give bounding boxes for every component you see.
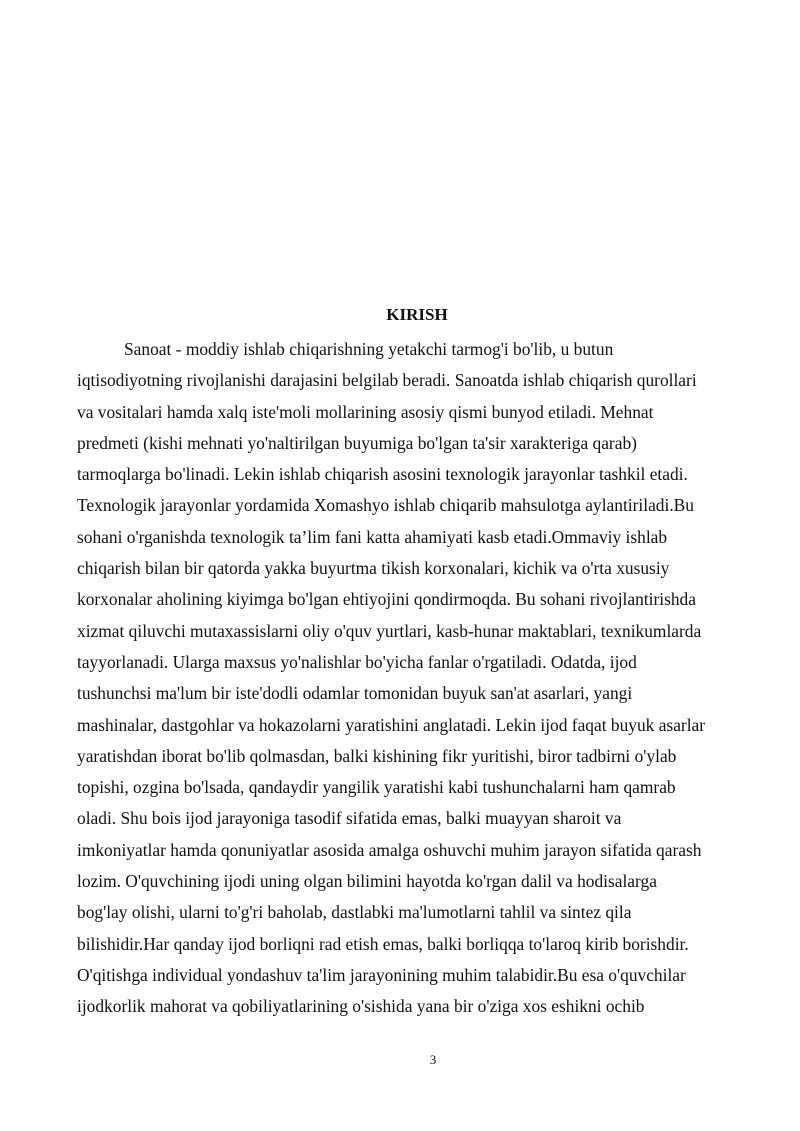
text-line: iqtisodiyotning rivojlanishi darajasini belgilab beradi. Sanoatda ishlab chiqarish qurollari bbox=[77, 370, 697, 391]
text-line: mashinalar, dastgohlar va hokazolarni yaratishini anglatadi. Lekin ijod faqat buyuk asarlar bbox=[77, 714, 706, 735]
text-line: yaratishdan iborat bo'lib qolmasdan, balki kishining fikr yuritishi, biror tadbirni o'ylab bbox=[77, 745, 677, 766]
text-line: oladi. Shu bois ijod jarayoniga tasodif sifatida emas, balki muayyan sharoit va bbox=[77, 808, 622, 829]
text-line: chiqarish bilan bir qatorda yakka buyurtma tikish korxonalari, kichik va o'rta xususiy bbox=[77, 558, 670, 579]
text-line: Texnologik jarayonlar yordamida Xomashyo ishlab chiqarib mahsulotga aylantiriladi.Bu bbox=[77, 495, 694, 516]
section-heading: KIRISH bbox=[386, 305, 448, 324]
text-line: imkoniyatlar hamda qonuniyatlar asosida amalga oshuvchi muhim jarayon sifatida qarash bbox=[77, 839, 702, 860]
text-line: sohani o'rganishda texnologik ta’lim fani katta ahamiyati kasb etadi.Ommaviy ishlab bbox=[77, 526, 668, 547]
text-line: ijodkorlik mahorat va qobiliyatlarining o'sishida yana bir o'ziga xos eshikni ochib bbox=[77, 996, 645, 1017]
text-line: bilishidir.Har qanday ijod borliqni rad etish emas, balki borliqqa to'laroq kirib borishdir. bbox=[77, 933, 689, 954]
text-line: O'qitishga individual yondashuv ta'lim jarayonining muhim talabidir.Bu esa o'quvchilar bbox=[77, 964, 686, 985]
text-line: bog'lay olishi, ularni to'g'ri baholab, dastlabki ma'lumotlarni tahlil va sintez qila bbox=[77, 902, 632, 923]
text-line: korxonalar aholining kiyimga bo'lgan ehtiyojini qondirmoqda. Bu sohani rivojlantirishda bbox=[77, 589, 696, 610]
text-line: tarmoqlarga bo'linadi. Lekin ishlab chiqarish asosini texnologik jarayonlar tashkil etadi. bbox=[77, 464, 688, 485]
text-line: predmeti (kishi mehnati yo'naltirilgan buyumiga bo'lgan ta'sir xarakteriga qarab) bbox=[77, 432, 637, 453]
body-text bbox=[77, 334, 762, 1023]
page-number: 3 bbox=[429, 1052, 437, 1067]
text-line: topishi, ozgina bo'lsada, qandaydir yangilik yaratishi kabi tushunchalarni ham qamrab bbox=[77, 777, 676, 798]
text-line: xizmat qiluvchi mutaxassislarni oliy o'quv yurtlari, kasb-hunar maktablari, texnikumlarda bbox=[77, 620, 702, 641]
text-line: Sanoat - moddiy ishlab chiqarishning yetakchi tarmog'i bo'lib, u butun bbox=[124, 339, 614, 359]
text-line: tayyorlanadi. Ularga maxsus yo'nalishlar bo'yicha fanlar o'rgatiladi. Odatda, ijod bbox=[77, 651, 637, 672]
text-line: tushunchsi ma'lum bir iste'dodli odamlar tomonidan buyuk san'at asarlari, yangi bbox=[77, 683, 633, 704]
text-line: lozim. O'quvchining ijodi uning olgan bilimini hayotda ko'rgan dalil va hodisalarga bbox=[77, 871, 657, 892]
text-line: va vositalari hamda xalq iste'moli mollarining asosiy qismi bunyod etiladi. Mehnat bbox=[77, 401, 654, 422]
